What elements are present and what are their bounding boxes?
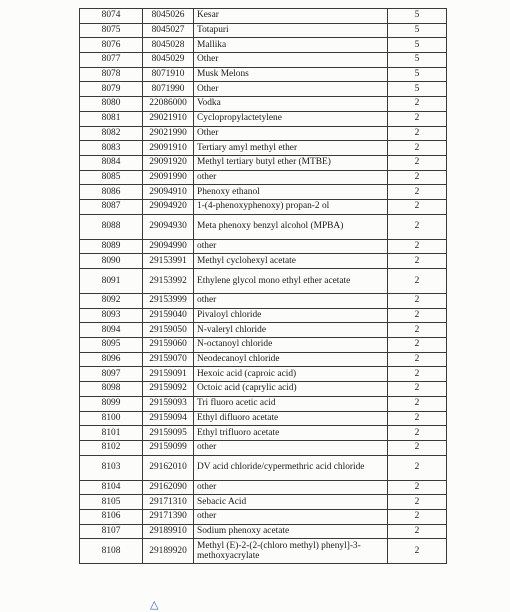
table-row [80,495,447,510]
table-row [80,294,447,309]
hs-code-cell: 29091990 [143,170,194,185]
description-cell: other [194,294,388,309]
serial-number-cell: 8093 [80,308,143,323]
table-row [80,141,447,156]
table-row [80,509,447,524]
hs-code-cell: 22086000 [143,97,194,112]
rate-cell: 2 [388,495,447,510]
rate-cell: 2 [388,97,447,112]
table-row [80,67,447,82]
rate-cell: 2 [388,524,447,539]
rate-cell: 2 [388,294,447,309]
table-row [80,185,447,200]
rate-cell: 5 [388,53,447,68]
description-cell: DV acid chloride/cypermethric acid chloride [194,455,388,480]
rate-cell: 2 [388,539,447,564]
serial-number-cell: 8102 [80,440,143,455]
rate-cell: 2 [388,199,447,214]
table-row [80,199,447,214]
rate-cell: 2 [388,185,447,200]
description-cell: Other [194,53,388,68]
description-cell: N-valeryl chloride [194,323,388,338]
hs-code-cell: 29094930 [143,214,194,239]
hs-code-cell: 29189920 [143,539,194,564]
serial-number-cell: 8106 [80,509,143,524]
serial-number-cell: 8098 [80,382,143,397]
serial-number-cell: 8079 [80,82,143,97]
hs-code-cell: 8045028 [143,38,194,53]
table-row [80,23,447,38]
hs-code-cell: 8045026 [143,9,194,24]
rate-cell: 2 [388,411,447,426]
hs-code-cell: 29094920 [143,199,194,214]
hs-code-cell: 29159094 [143,411,194,426]
serial-number-cell: 8101 [80,426,143,441]
rate-cell: 2 [388,509,447,524]
description-cell: 1-(4-phenoxyphenoxy) propan-2 ol [194,199,388,214]
table-row [80,323,447,338]
rate-cell: 2 [388,352,447,367]
table-row [80,214,447,239]
hs-code-cell: 29162010 [143,455,194,480]
table-row [80,170,447,185]
rate-cell: 2 [388,126,447,141]
hs-code-cell: 29159050 [143,323,194,338]
hs-code-cell: 29189910 [143,524,194,539]
serial-number-cell: 8075 [80,23,143,38]
table-row [80,338,447,353]
rate-cell: 2 [388,141,447,156]
serial-number-cell: 8083 [80,141,143,156]
rate-cell: 5 [388,67,447,82]
hs-code-cell: 29153991 [143,254,194,269]
hs-code-cell: 8045027 [143,23,194,38]
description-cell: Kesar [194,9,388,24]
table-row [80,269,447,294]
serial-number-cell: 8086 [80,185,143,200]
rate-cell: 2 [388,455,447,480]
hs-code-cell: 29171390 [143,509,194,524]
table-row [80,382,447,397]
table-row [80,308,447,323]
hs-code-cell: 29091920 [143,155,194,170]
serial-number-cell: 8085 [80,170,143,185]
rate-cell: 2 [388,367,447,382]
hs-code-cell: 29159040 [143,308,194,323]
serial-number-cell: 8097 [80,367,143,382]
description-cell: Phenoxy ethanol [194,185,388,200]
table-row [80,352,447,367]
serial-number-cell: 8080 [80,97,143,112]
description-cell: Totapuri [194,23,388,38]
description-cell: other [194,170,388,185]
description-cell: Sodium phenoxy acetate [194,524,388,539]
hs-code-cell: 8071910 [143,67,194,82]
description-cell: N-octanoyl chloride [194,338,388,353]
serial-number-cell: 8089 [80,239,143,254]
rate-cell: 5 [388,9,447,24]
description-cell: Vodka [194,97,388,112]
serial-number-cell: 8100 [80,411,143,426]
serial-number-cell: 8082 [80,126,143,141]
rate-cell: 2 [388,480,447,495]
table-row [80,524,447,539]
serial-number-cell: 8074 [80,9,143,24]
hs-code-cell: 29162090 [143,480,194,495]
description-cell: other [194,239,388,254]
description-cell: Other [194,82,388,97]
table-row [80,111,447,126]
serial-number-cell: 8096 [80,352,143,367]
rate-cell: 2 [388,269,447,294]
description-cell: Hexoic acid (caproic acid) [194,367,388,382]
description-cell: Mallika [194,38,388,53]
table-row [80,97,447,112]
description-cell: Methyl tertiary butyl ether (MTBE) [194,155,388,170]
table-row [80,254,447,269]
table-row [80,539,447,564]
rate-cell: 2 [388,426,447,441]
table-row [80,367,447,382]
description-cell: Neodecanoyl chloride [194,352,388,367]
table-row [80,239,447,254]
serial-number-cell: 8090 [80,254,143,269]
hs-code-cell: 29094910 [143,185,194,200]
table-row [80,440,447,455]
tariff-table [79,8,447,564]
table-row [80,411,447,426]
table-row [80,480,447,495]
description-cell: Methyl (E)-2-(2-(chloro methyl) phenyl]-3-methoxyacrylate [194,539,388,564]
rate-cell: 2 [388,440,447,455]
hs-code-cell: 29159091 [143,367,194,382]
rate-cell: 2 [388,111,447,126]
serial-number-cell: 8105 [80,495,143,510]
table-row [80,9,447,24]
description-cell: Pivaloyl chloride [194,308,388,323]
rate-cell: 5 [388,82,447,97]
hs-code-cell: 29021910 [143,111,194,126]
description-cell: Tri fluoro acetic acid [194,396,388,411]
rate-cell: 2 [388,214,447,239]
serial-number-cell: 8088 [80,214,143,239]
rate-cell: 2 [388,323,447,338]
serial-number-cell: 8104 [80,480,143,495]
serial-number-cell: 8092 [80,294,143,309]
serial-number-cell: 8076 [80,38,143,53]
description-cell: Cyclopropylactetylene [194,111,388,126]
serial-number-cell: 8091 [80,269,143,294]
description-cell: Ethyl difluoro acetate [194,411,388,426]
serial-number-cell: 8103 [80,455,143,480]
hs-code-cell: 29021990 [143,126,194,141]
hs-code-cell: 29159092 [143,382,194,397]
rate-cell: 2 [388,382,447,397]
serial-number-cell: 8077 [80,53,143,68]
description-cell: Tertiary amyl methyl ether [194,141,388,156]
description-cell: other [194,480,388,495]
hs-code-cell: 29153999 [143,294,194,309]
rate-cell: 5 [388,38,447,53]
table-row [80,455,447,480]
serial-number-cell: 8078 [80,67,143,82]
serial-number-cell: 8099 [80,396,143,411]
hs-code-cell: 29153992 [143,269,194,294]
rate-cell: 2 [388,254,447,269]
table-row [80,426,447,441]
serial-number-cell: 8087 [80,199,143,214]
hs-code-cell: 29159093 [143,396,194,411]
table-row [80,396,447,411]
serial-number-cell: 8081 [80,111,143,126]
pen-mark-icon: △ [150,598,159,611]
serial-number-cell: 8094 [80,323,143,338]
rate-cell: 2 [388,338,447,353]
hs-code-cell: 8071990 [143,82,194,97]
hs-code-cell: 29159099 [143,440,194,455]
table-row [80,155,447,170]
hs-code-cell: 29094990 [143,239,194,254]
serial-number-cell: 8107 [80,524,143,539]
rate-cell: 2 [388,170,447,185]
table-row [80,82,447,97]
description-cell: Methyl cyclohexyl acetate [194,254,388,269]
table-row [80,38,447,53]
serial-number-cell: 8084 [80,155,143,170]
description-cell: other [194,509,388,524]
rate-cell: 2 [388,396,447,411]
rate-cell: 2 [388,155,447,170]
hs-code-cell: 29159095 [143,426,194,441]
description-cell: Octoic acid (caprylic acid) [194,382,388,397]
description-cell: Meta phenoxy benzyl alcohol (MPBA) [194,214,388,239]
hs-code-cell: 8045029 [143,53,194,68]
description-cell: Ethyl trifluoro acetate [194,426,388,441]
hs-code-cell: 29159070 [143,352,194,367]
description-cell: Musk Melons [194,67,388,82]
rate-cell: 2 [388,308,447,323]
description-cell: Other [194,126,388,141]
table-row [80,53,447,68]
serial-number-cell: 8108 [80,539,143,564]
hs-code-cell: 29171310 [143,495,194,510]
hs-code-cell: 29159060 [143,338,194,353]
description-cell: Ethylene glycol mono ethyl ether acetate [194,269,388,294]
table-row [80,126,447,141]
serial-number-cell: 8095 [80,338,143,353]
description-cell: other [194,440,388,455]
rate-cell: 5 [388,23,447,38]
hs-code-cell: 29091910 [143,141,194,156]
rate-cell: 2 [388,239,447,254]
description-cell: Sebacic Acid [194,495,388,510]
